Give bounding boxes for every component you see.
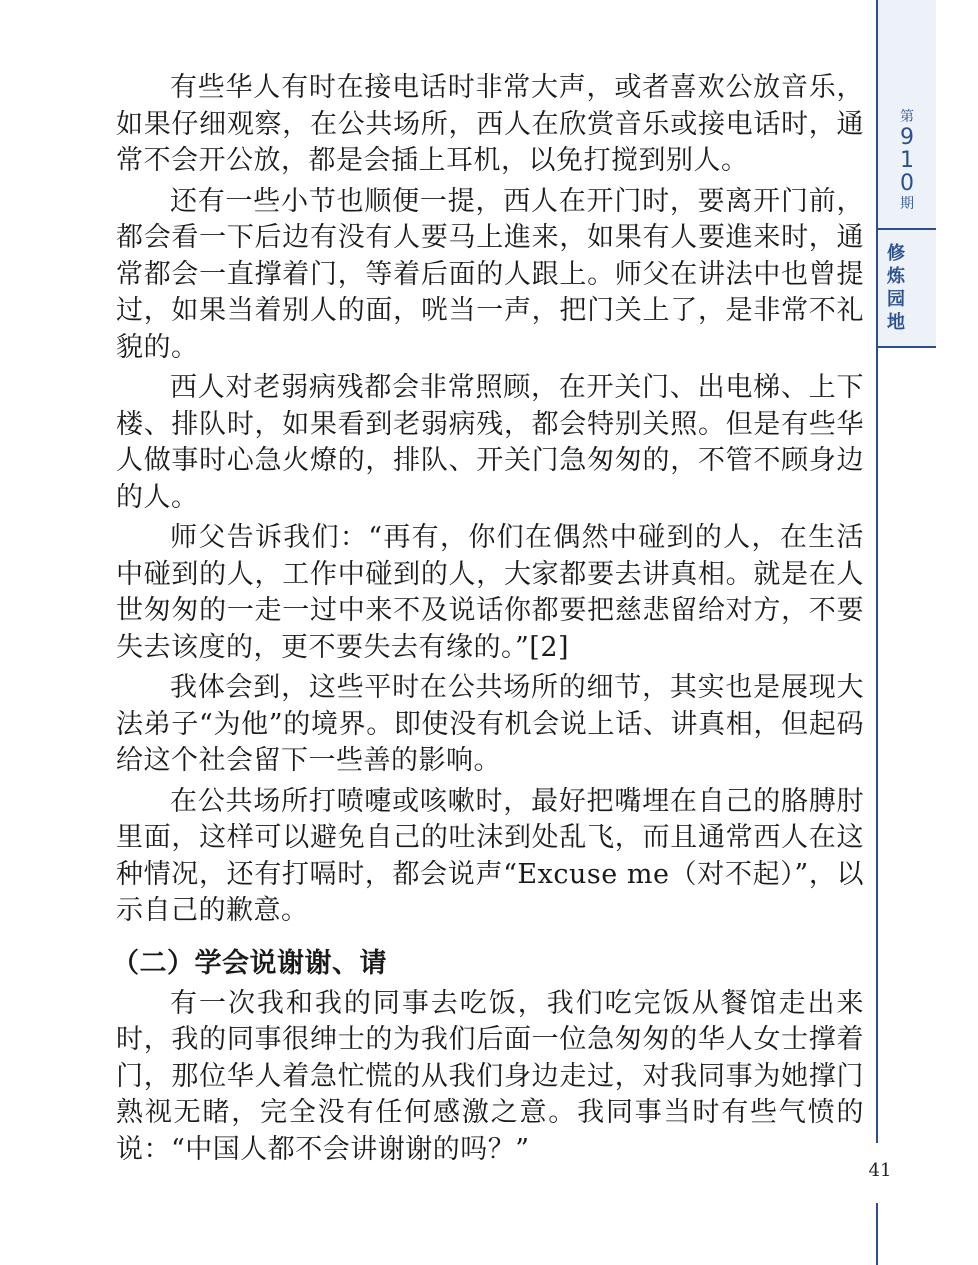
issue-digit: 1: [900, 148, 914, 173]
section-heading: （二）学会说谢谢、请: [112, 947, 387, 979]
page-number: 41: [868, 1160, 892, 1181]
issue-number: [878, 108, 936, 213]
side-tab: [876, 0, 936, 348]
issue-suffix: 期: [900, 196, 914, 212]
paragraph: 有一次我和我的同事去吃饭，我们吃完饭从餐馆走出来时，我的同事很绅士的为我们后面一位急匆匆的华人女士撑着门，那位华人着急忙慌的从我们身边走过，对我同事为她撑门熟视无睹，完全没有任何感激之意。我同事当时有些气愤的说：“中国人都不会讲谢谢的吗？”: [116, 987, 864, 1165]
paragraph: 还有一些小节也顺便一提，西人在开门时，要离开门前，都会看一下后边有没有人要马上進来，如果有人要進来时，通常都会一直撑着门，等着后面的人跟上。师父在讲法中也曾提过，如果当着别人的面，咣当一声，把门关上了，是非常不礼貌的。: [116, 185, 864, 363]
issue-digit: 0: [900, 171, 914, 196]
issue-prefix: 第: [900, 109, 914, 125]
paragraph: 有些华人有时在接电话时非常大声，或者喜欢公放音乐，如果仔细观察，在公共场所，西人在欣赏音乐或接电话时，通常不会开公放，都是会插上耳机，以免打搅到别人。: [116, 72, 864, 176]
article-body: [112, 70, 864, 1172]
margin-rule: [876, 346, 878, 1143]
tab-divider: [878, 228, 936, 230]
margin-rule-lower: [876, 1203, 878, 1265]
section-char: 炼: [887, 266, 905, 287]
issue-digit: 9: [900, 125, 914, 150]
section-char: 修: [887, 243, 905, 264]
paragraph: 我体会到，这些平时在公共场所的细节，其实也是展现大法弟子“为他”的境界。即使没有机会说上话、讲真相，但起码给这个社会留下一些善的影响。: [116, 672, 864, 776]
paragraph: 师父告诉我们：“再有，你们在偶然中碰到的人，在生活中碰到的人，工作中碰到的人，大家都要去讲真相。就是在人世匆匆的一走一过中来不及说话你都要把慈悲留给对方，不要失去该度的，更不要失去有缘的。”[2]: [116, 522, 864, 663]
section-char: 园: [887, 289, 905, 310]
section-char: 地: [887, 312, 905, 333]
paragraph: 在公共场所打喷嚏或咳嗽时，最好把嘴埋在自己的胳膊肘里面，这样可以避免自己的吐沫到处乱飞，而且通常西人在这种情况，还有打嗝时，都会说声“Excuse me（对不起）”，以示自己的歉意。: [116, 785, 864, 926]
section-name: [878, 242, 910, 334]
paragraph: 西人对老弱病残都会非常照顾，在开关门、出电梯、上下楼、排队时，如果看到老弱病残，都会特别关照。但是有些华人做事时心急火燎的，排队、开关门急匆匆的，不管不顾身边的人。: [116, 372, 864, 513]
